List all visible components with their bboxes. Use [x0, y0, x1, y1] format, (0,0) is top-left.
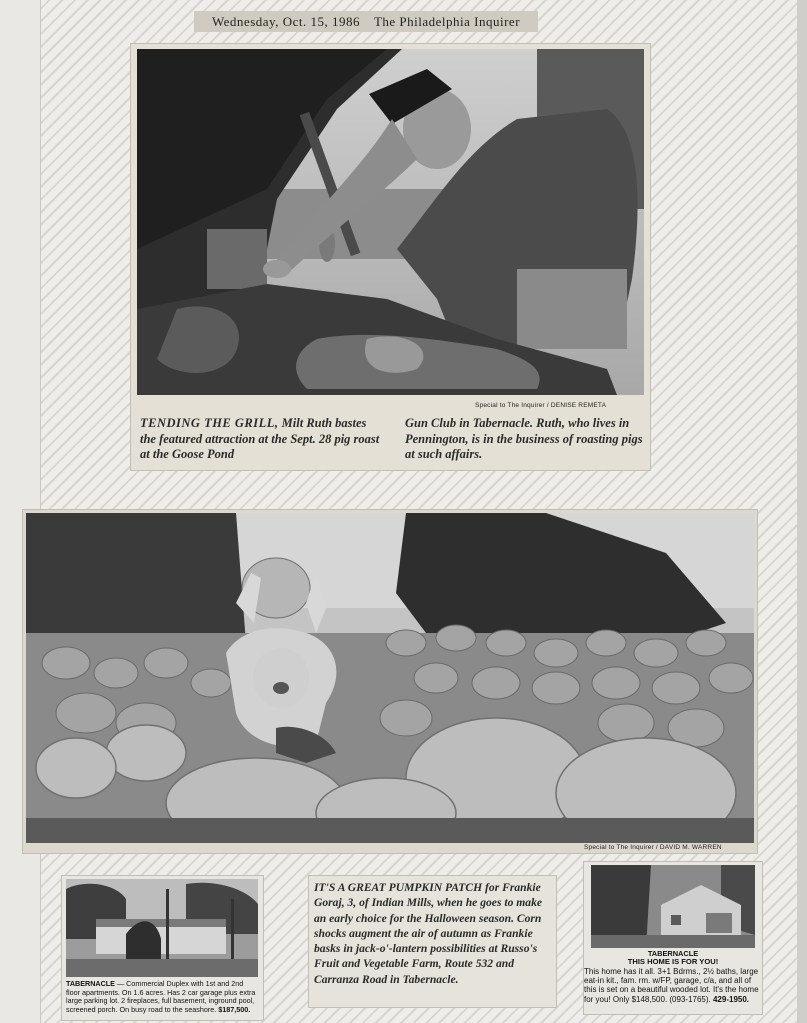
page-edge [797, 0, 807, 1023]
ad-left-photo [66, 879, 258, 977]
pumpkin-clipping [23, 510, 757, 853]
newspaper-header [194, 11, 538, 32]
pumpkin-photo [26, 513, 754, 843]
grill-caption-col2: Gun Club in Tabernacle. Ruth, who lives in Pennington, is in the business of roasting pigs at such affairs. [405, 416, 643, 461]
ad-right [584, 862, 762, 1014]
grill-clipping [131, 44, 650, 470]
ad-right-phone: 429-1950. [712, 994, 750, 1004]
ad-left-price: $187,500. [218, 1004, 251, 1014]
header-date: Wednesday, Oct. 15, 1986 [211, 13, 360, 29]
grill-caption-text: Milt Ruth bastes the featured attraction at the Sept. 28 pig roast at the Goose Pond [140, 416, 380, 461]
ad-left-body: — Commercial Duplex with 1st and 2nd floor apartments. On 1.6 acres. Has 2 car garage plus extra large parking lot. 2 fireplaces, full basement, inground pool, screened porch. On busy road to the seashore. [66, 979, 256, 1014]
pumpkin-caption-box [309, 876, 556, 1007]
ad-right-heading: TABERNACLE [647, 949, 699, 958]
grill-photo-credit: Special to The Inquirer / DENISE REMETA [475, 402, 607, 409]
ad-right-text [584, 967, 760, 1004]
grill-photo [137, 49, 644, 395]
ad-left-heading: TABERNACLE [66, 979, 115, 988]
ad-right-body: This home has it all. 3+1 Bdrms., 2½ baths, large eat-in kit., fam. rm. w/FP, garage, c/a, and all of this is set on a beautiful wooded lot. It's the home for you! Only $148,500. (093-1765). [584, 967, 759, 1004]
pumpkin-photo-credit: Special to The Inquirer / DAVID M. WARREN [584, 844, 722, 851]
header-paper: The Philadelphia Inquirer [373, 13, 521, 29]
grill-caption-lead: TENDING THE GRILL, [140, 416, 279, 430]
pumpkin-caption: IT'S A GREAT PUMPKIN PATCH for Frankie Goraj, 3, of Indian Mills, when he goes to make an early choice for the Halloween season. Corn shocks augment the air of autumn as Frankie basks in jack-o'-lantern possibilities at Russo's Fruit and Vegetable Farm, Route 532 and Carranza Road in Tabernacle. [314, 881, 543, 986]
ad-right-photo [591, 865, 755, 948]
ad-left-text [66, 980, 259, 1014]
grill-caption-col1 [140, 416, 380, 463]
ad-right-subheading: THIS HOME IS FOR YOU! [627, 957, 719, 966]
ad-left [62, 876, 263, 1020]
